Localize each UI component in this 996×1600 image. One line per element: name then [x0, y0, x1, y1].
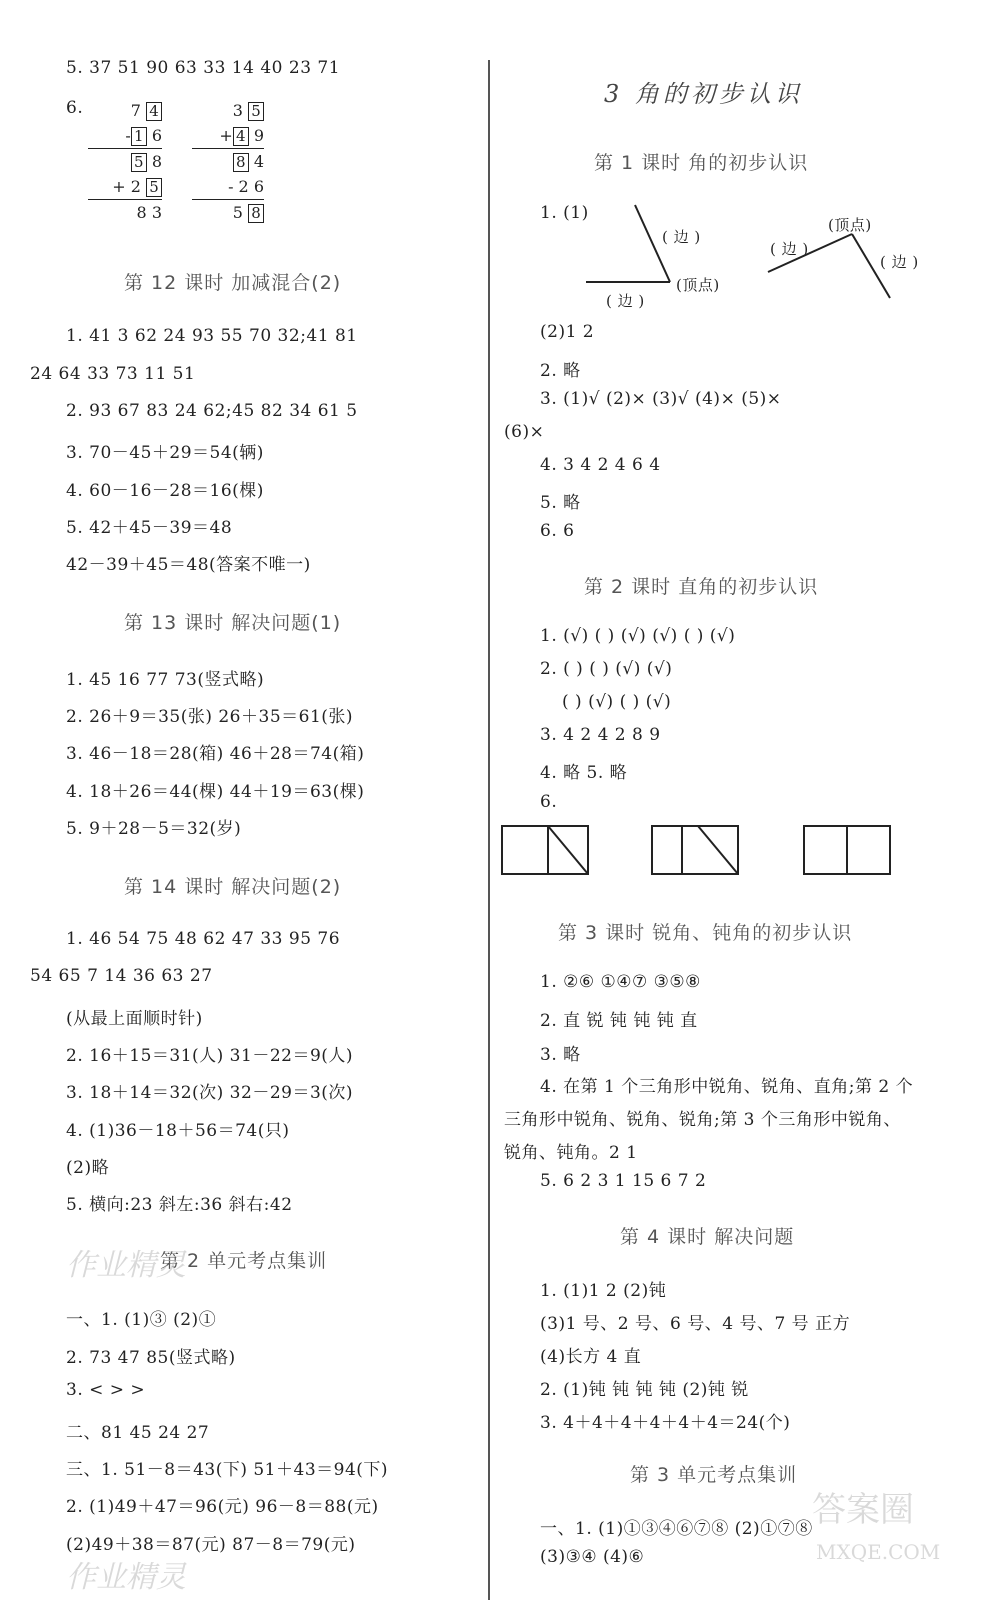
answer-line: 24 64 33 73 11 51: [30, 364, 196, 384]
left-q5: 5. 37 51 90 63 33 14 40 23 71: [66, 58, 341, 78]
answer-line: 1. ②⑥ ①④⑦ ③⑤⑧: [540, 972, 701, 992]
answer-line: 5. 横向:23 斜左:36 斜右:42: [66, 1195, 293, 1215]
watermark-logo: 作业精灵: [66, 1560, 186, 1595]
answer-line: 2. ( ) ( ) (√) (√): [540, 659, 673, 679]
section-title-12: 第 12 课时 加减混合(2): [124, 272, 342, 294]
answer-line: (2)略: [66, 1158, 110, 1178]
answer-line: (3)1 号、2 号、6 号、4 号、7 号 正方: [540, 1314, 851, 1334]
answer-line: 3. (1)√ (2)× (3)√ (4)× (5)×: [540, 389, 782, 409]
answer-line: (6)×: [504, 422, 545, 442]
answer-line: (从最上面顺时针): [66, 1009, 203, 1029]
section-title-13: 第 13 课时 解决问题(1): [124, 612, 342, 634]
answer-line: 一、1. (1)①③④⑥⑦⑧ (2)①⑦⑧: [540, 1519, 813, 1539]
answer-line: 2. (1)49＋47＝96(元) 96－8＝88(元): [66, 1497, 379, 1517]
unit-3-title: 3 角的初步认识: [604, 80, 803, 108]
answer-line: 3. < > >: [66, 1380, 146, 1400]
label-edge: ( 边 ): [606, 292, 645, 310]
section-title-r1: 第 1 课时 角的初步认识: [594, 152, 809, 174]
answer-line: (2)1 2: [540, 322, 595, 342]
section-title-unit2: 第 2 单元考点集训: [160, 1250, 328, 1272]
answer-line: 2. 73 47 85(竖式略): [66, 1348, 236, 1368]
answer-line: 3. 18＋14＝32(次) 32－29＝3(次): [66, 1083, 354, 1103]
answer-line: ( ) (√) ( ) (√): [562, 692, 672, 712]
section-title-r3: 第 3 课时 锐角、钝角的初步认识: [558, 922, 853, 944]
answer-line: 5. 9＋28－5＝32(岁): [66, 819, 242, 839]
watermark-logo: 作业精灵: [66, 1248, 186, 1283]
answer-line: 1. (√) ( ) (√) (√) ( ) (√): [540, 626, 736, 646]
section-title-r2: 第 2 课时 直角的初步认识: [584, 576, 819, 598]
answer-line: 2. 略: [540, 361, 581, 381]
answer-line: 5. 6 2 3 1 15 6 7 2: [540, 1171, 707, 1191]
section-title-unit3: 第 3 单元考点集训: [630, 1464, 798, 1486]
answer-line: 2. (1)钝 钝 钝 钝 (2)钝 锐: [540, 1380, 749, 1400]
answer-line: 锐角、钝角。2 1: [504, 1143, 638, 1163]
answer-line: 4. (1)36－18＋56＝74(只): [66, 1121, 290, 1141]
left-q6-label: 6.: [66, 98, 84, 118]
answer-line: 1. (1)1 2 (2)钝: [540, 1281, 667, 1301]
answer-line: 2. 直 锐 钝 钝 钝 直: [540, 1011, 698, 1031]
answer-line: 5. 42＋45－39＝48: [66, 518, 233, 538]
answer-line: 三角形中锐角、锐角、锐角;第 3 个三角形中锐角、: [504, 1110, 901, 1130]
answer-line: 4. 3 4 2 4 6 4: [540, 455, 661, 475]
label-vertex: (顶点): [676, 276, 720, 294]
section-title-r4: 第 4 课时 解决问题: [620, 1226, 795, 1248]
answer-line: 三、1. 51－8＝43(下) 51＋43＝94(下): [66, 1460, 389, 1480]
answer-line: 3. 70－45＋29＝54(辆): [66, 443, 264, 463]
section-title-14: 第 14 课时 解决问题(2): [124, 876, 342, 898]
answer-line: 3. 4＋4＋4＋4＋4＋4＝24(个): [540, 1413, 791, 1433]
answer-line: 2. 26＋9＝35(张) 26＋35＝61(张): [66, 707, 354, 727]
vertical-calc-b: 3 5 + 4 9 8 4 - 2 6 5 8: [192, 98, 264, 225]
answer-line: 6.: [540, 792, 558, 812]
answer-line: 2. 16＋15＝31(人) 31－22＝9(人): [66, 1046, 354, 1066]
answer-line: 1. 45 16 77 73(竖式略): [66, 670, 265, 690]
answer-line: 6. 6: [540, 521, 575, 541]
label-vertex: (顶点): [828, 216, 872, 234]
answer-line: 1. 46 54 75 48 62 47 33 95 76: [66, 929, 341, 949]
vertical-calc-a: 7 4 - 1 6 5 8 + 2 5 8 3: [88, 98, 162, 225]
answer-line: 1. (1): [540, 203, 589, 223]
answer-line: 4. 60－16－28＝16(棵): [66, 481, 264, 501]
answer-line: (4)长方 4 直: [540, 1347, 642, 1367]
answer-line: 二、81 45 24 27: [66, 1423, 210, 1443]
answer-line: 4. 略 5. 略: [540, 763, 628, 783]
answer-line: 42－39＋45＝48(答案不唯一): [66, 555, 311, 575]
watermark-logo: 答案圈: [812, 1490, 914, 1530]
answer-line: 4. 在第 1 个三角形中锐角、锐角、直角;第 2 个: [540, 1077, 914, 1097]
label-edge: ( 边 ): [770, 240, 809, 258]
answer-line: 5. 略: [540, 493, 581, 513]
answer-line: 54 65 7 14 36 63 27: [30, 966, 213, 986]
answer-line: (2)49＋38＝87(元) 87－8＝79(元): [66, 1535, 356, 1555]
answer-line: 4. 18＋26＝44(棵) 44＋19＝63(棵): [66, 782, 365, 802]
watermark-url: MXQE.COM: [816, 1540, 941, 1564]
answer-line: 3. 46－18＝28(箱) 46＋28＝74(箱): [66, 744, 365, 764]
answer-line: (3)③④ (4)⑥: [540, 1547, 645, 1567]
label-edge: ( 边 ): [662, 228, 701, 246]
answer-line: 1. 41 3 62 24 93 55 70 32;41 81: [66, 326, 358, 346]
answer-line: 一、1. (1)③ (2)①: [66, 1310, 217, 1330]
answer-line: 2. 93 67 83 24 62;45 82 34 61 5: [66, 401, 358, 421]
answer-line: 3. 4 2 4 2 8 9: [540, 725, 661, 745]
answer-line: 3. 略: [540, 1045, 581, 1065]
label-edge: ( 边 ): [880, 253, 919, 271]
